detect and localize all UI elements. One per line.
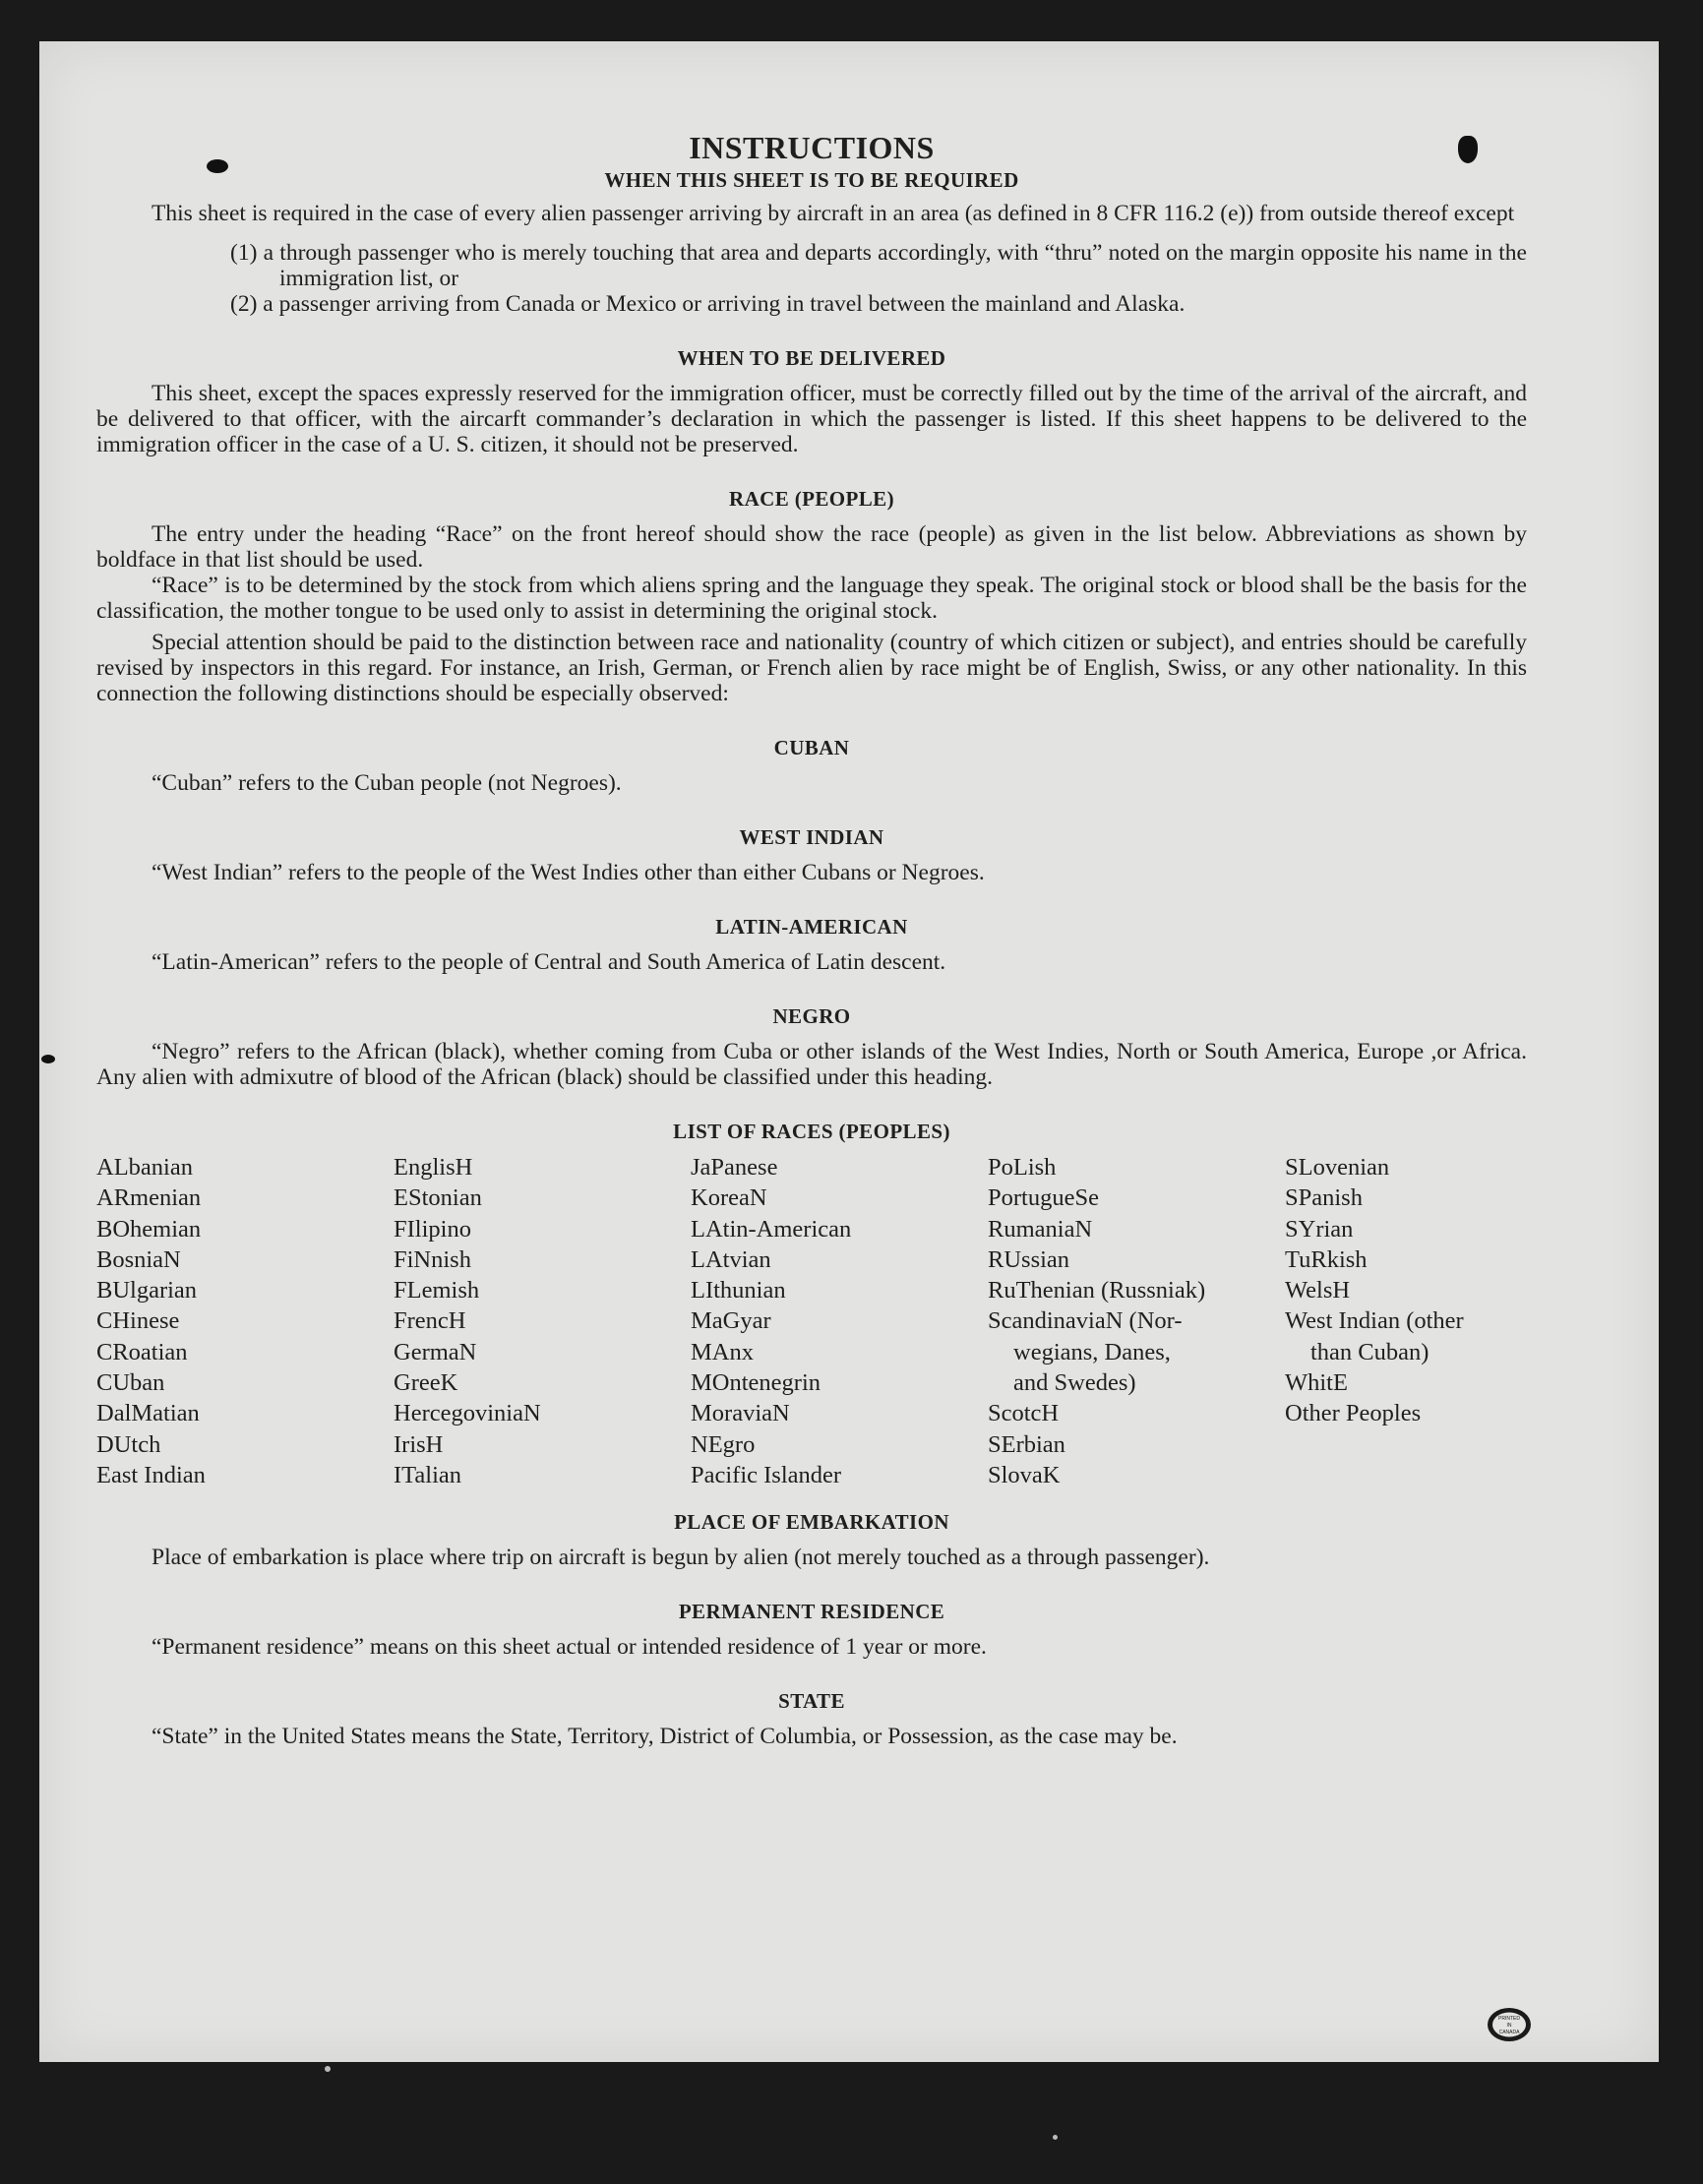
paragraph-race-2: “Race” is to be determined by the stock from which aliens spring and the language they speak. The original stock or blood shall be the basis for the classification, the mother tongue to be used only to assist in determining the original stock. bbox=[96, 573, 1527, 624]
section-heading-list-of-races: LIST OF RACES (PEOPLES) bbox=[673, 1120, 950, 1143]
dust-speck bbox=[1053, 2135, 1058, 2140]
race-entry: RuThenian (Russniak) bbox=[988, 1277, 1206, 1304]
race-entry: BUlgarian bbox=[96, 1277, 198, 1304]
list-item-exception-2: (2) a passenger arriving from Canada or Mexico or arriving in travel between the mainland and Alaska. bbox=[230, 291, 1186, 317]
race-entry: KoreaN bbox=[691, 1184, 767, 1212]
section-heading-race: RACE (PEOPLE) bbox=[729, 487, 894, 511]
paragraph-required-text: This sheet is required in the case of every alien passenger arriving by aircraft in an area (as defined in 8 CFR 116.2 (e)) from outside thereof except bbox=[152, 201, 1515, 226]
race-entry: Pacific Islander bbox=[691, 1461, 842, 1488]
race-entry: JaPanese bbox=[691, 1154, 778, 1181]
svg-text:IN: IN bbox=[1506, 2023, 1512, 2029]
race-entry-continuation: and Swedes) bbox=[1013, 1369, 1136, 1397]
paragraph-delivered: This sheet, except the spaces expressly reserved for the immigration officer, must be correctly filled out by the time of the arrival of the aircraft, and be delivered to that officer, with the aircarft commander’s declaration in which the passenger is listed. If this sheet happens to be delivered to the immigration officer in the case of a U. S. citizen, it should not be preserved. bbox=[96, 381, 1527, 457]
list-item-exception-1: (1) a through passenger who is merely touching that area and departs accordingly, with “thru” noted on the margin opposite his name in the immigration list, or bbox=[230, 240, 1527, 291]
race-entry: EStonian bbox=[394, 1184, 482, 1212]
race-entry: MoraviaN bbox=[691, 1400, 790, 1427]
race-entry: ALbanian bbox=[96, 1154, 193, 1181]
race-entry: FrencH bbox=[394, 1307, 466, 1335]
ink-blot bbox=[41, 1055, 55, 1063]
race-entry: SlovaK bbox=[988, 1461, 1061, 1488]
document-sheet bbox=[39, 41, 1659, 2062]
race-entry: DalMatian bbox=[96, 1400, 200, 1427]
race-entry: LIthunian bbox=[691, 1277, 786, 1304]
race-entry: EnglisH bbox=[394, 1154, 473, 1181]
race-column-2 bbox=[394, 1152, 691, 1490]
race-list bbox=[96, 1152, 1527, 1490]
paragraph-cuban: “Cuban” refers to the Cuban people (not Negroes). bbox=[152, 770, 622, 796]
race-entry: BosniaN bbox=[96, 1245, 181, 1273]
section-heading-required: WHEN THIS SHEET IS TO BE REQUIRED bbox=[604, 168, 1019, 192]
race-entry: FLemish bbox=[394, 1277, 480, 1304]
race-entry: TuRkish bbox=[1285, 1245, 1368, 1273]
section-heading-west-indian: WEST INDIAN bbox=[739, 825, 884, 849]
paragraph-race-1: The entry under the heading “Race” on the front hereof should show the race (people) as given in the list below. Abbreviations as shown by boldface in that list should be used. bbox=[96, 521, 1527, 573]
dust-speck bbox=[325, 2066, 331, 2072]
race-entry: ITalian bbox=[394, 1461, 462, 1488]
race-entry: DUtch bbox=[96, 1430, 161, 1458]
race-entry: ScandinaviaN (Nor- bbox=[988, 1307, 1183, 1335]
race-entry: HercegoviniaN bbox=[394, 1400, 541, 1427]
race-entry: CUban bbox=[96, 1369, 165, 1397]
race-column-5 bbox=[1285, 1152, 1527, 1490]
page-title: INSTRUCTIONS bbox=[689, 130, 935, 165]
race-entry: FiNnish bbox=[394, 1245, 471, 1273]
race-entry: BOhemian bbox=[96, 1215, 202, 1243]
race-entry-continuation: than Cuban) bbox=[1310, 1338, 1429, 1365]
race-entry: LAtvian bbox=[691, 1245, 771, 1273]
section-heading-residence: PERMANENT RESIDENCE bbox=[678, 1600, 945, 1624]
section-heading-cuban: CUBAN bbox=[773, 736, 850, 759]
svg-text:CANADA: CANADA bbox=[1498, 2030, 1520, 2035]
section-heading-latin-american: LATIN-AMERICAN bbox=[715, 915, 908, 939]
race-entry: CRoatian bbox=[96, 1338, 188, 1365]
paragraph-embarkation: Place of embarkation is place where trip on aircraft is begun by alien (not merely touched as a through passenger). bbox=[152, 1545, 1210, 1571]
paragraph-state: “State” in the United States means the State, Territory, District of Columbia, or Possession, as the case may be. bbox=[152, 1724, 1178, 1750]
race-entry: IrisH bbox=[394, 1430, 444, 1458]
race-entry: East Indian bbox=[96, 1461, 206, 1488]
race-entry: PoLish bbox=[988, 1154, 1057, 1181]
race-column-1 bbox=[96, 1152, 394, 1490]
race-entry-continuation: wegians, Danes, bbox=[1013, 1338, 1171, 1365]
race-column-3 bbox=[691, 1152, 988, 1490]
section-heading-embarkation: PLACE OF EMBARKATION bbox=[674, 1510, 949, 1535]
paragraph-required bbox=[96, 201, 1527, 226]
race-entry: RumaniaN bbox=[988, 1215, 1093, 1243]
race-entry: WhitE bbox=[1285, 1369, 1348, 1397]
race-entry: SErbian bbox=[988, 1430, 1065, 1458]
race-entry: MaGyar bbox=[691, 1307, 771, 1335]
paragraph-race-3: Special attention should be paid to the distinction between race and nationality (country of which citizen or subject), and entries should be carefully revised by inspectors in this regard. For instance, an Irish, German, or French alien by race might be of English, Swiss, or any other nationality. In this connection the following distinctions should be especially observed: bbox=[96, 630, 1527, 706]
race-entry: MAnx bbox=[691, 1338, 754, 1365]
race-entry: LAtin-American bbox=[691, 1215, 852, 1243]
instructions-content bbox=[96, 130, 1527, 1749]
paragraph-west-indian: “West Indian” refers to the people of the West Indies other than either Cubans or Negroes. bbox=[152, 860, 985, 885]
race-entry: GermaN bbox=[394, 1338, 477, 1365]
race-entry: FIlipino bbox=[394, 1215, 471, 1243]
race-entry: West Indian (other bbox=[1285, 1307, 1464, 1335]
race-entry: CHinese bbox=[96, 1307, 180, 1335]
printed-in-canada-stamp bbox=[1486, 2005, 1533, 2044]
paragraph-residence: “Permanent residence” means on this sheet actual or intended residence of 1 year or more. bbox=[152, 1634, 987, 1661]
race-entry: WelsH bbox=[1285, 1277, 1351, 1304]
svg-text:PRINTED: PRINTED bbox=[1498, 2016, 1520, 2022]
paragraph-negro: “Negro” refers to the African (black), whether coming from Cuba or other islands of the West Indies, North or South America, Europe ,or Africa. Any alien with admixutre of blood of the African (black) should be classified under this heading. bbox=[96, 1039, 1527, 1090]
race-entry: ARmenian bbox=[96, 1184, 202, 1212]
race-entry: ScotcH bbox=[988, 1400, 1060, 1427]
race-column-4 bbox=[988, 1152, 1285, 1490]
section-heading-negro: NEGRO bbox=[772, 1004, 851, 1028]
race-entry: SYrian bbox=[1285, 1215, 1354, 1243]
race-entry: SLovenian bbox=[1285, 1154, 1390, 1181]
race-entry: MOntenegrin bbox=[691, 1369, 821, 1397]
race-entry: NEgro bbox=[691, 1430, 756, 1458]
race-entry: RUssian bbox=[988, 1245, 1070, 1273]
race-entry: Other Peoples bbox=[1285, 1400, 1422, 1427]
section-heading-state: STATE bbox=[778, 1689, 845, 1714]
race-entry: SPanish bbox=[1285, 1184, 1363, 1212]
paragraph-latin-american: “Latin-American” refers to the people of Central and South America of Latin descent. bbox=[152, 949, 946, 975]
race-entry: PortugueSe bbox=[988, 1184, 1099, 1212]
race-entry: GreeK bbox=[394, 1369, 458, 1397]
section-heading-delivered: WHEN TO BE DELIVERED bbox=[677, 346, 946, 370]
